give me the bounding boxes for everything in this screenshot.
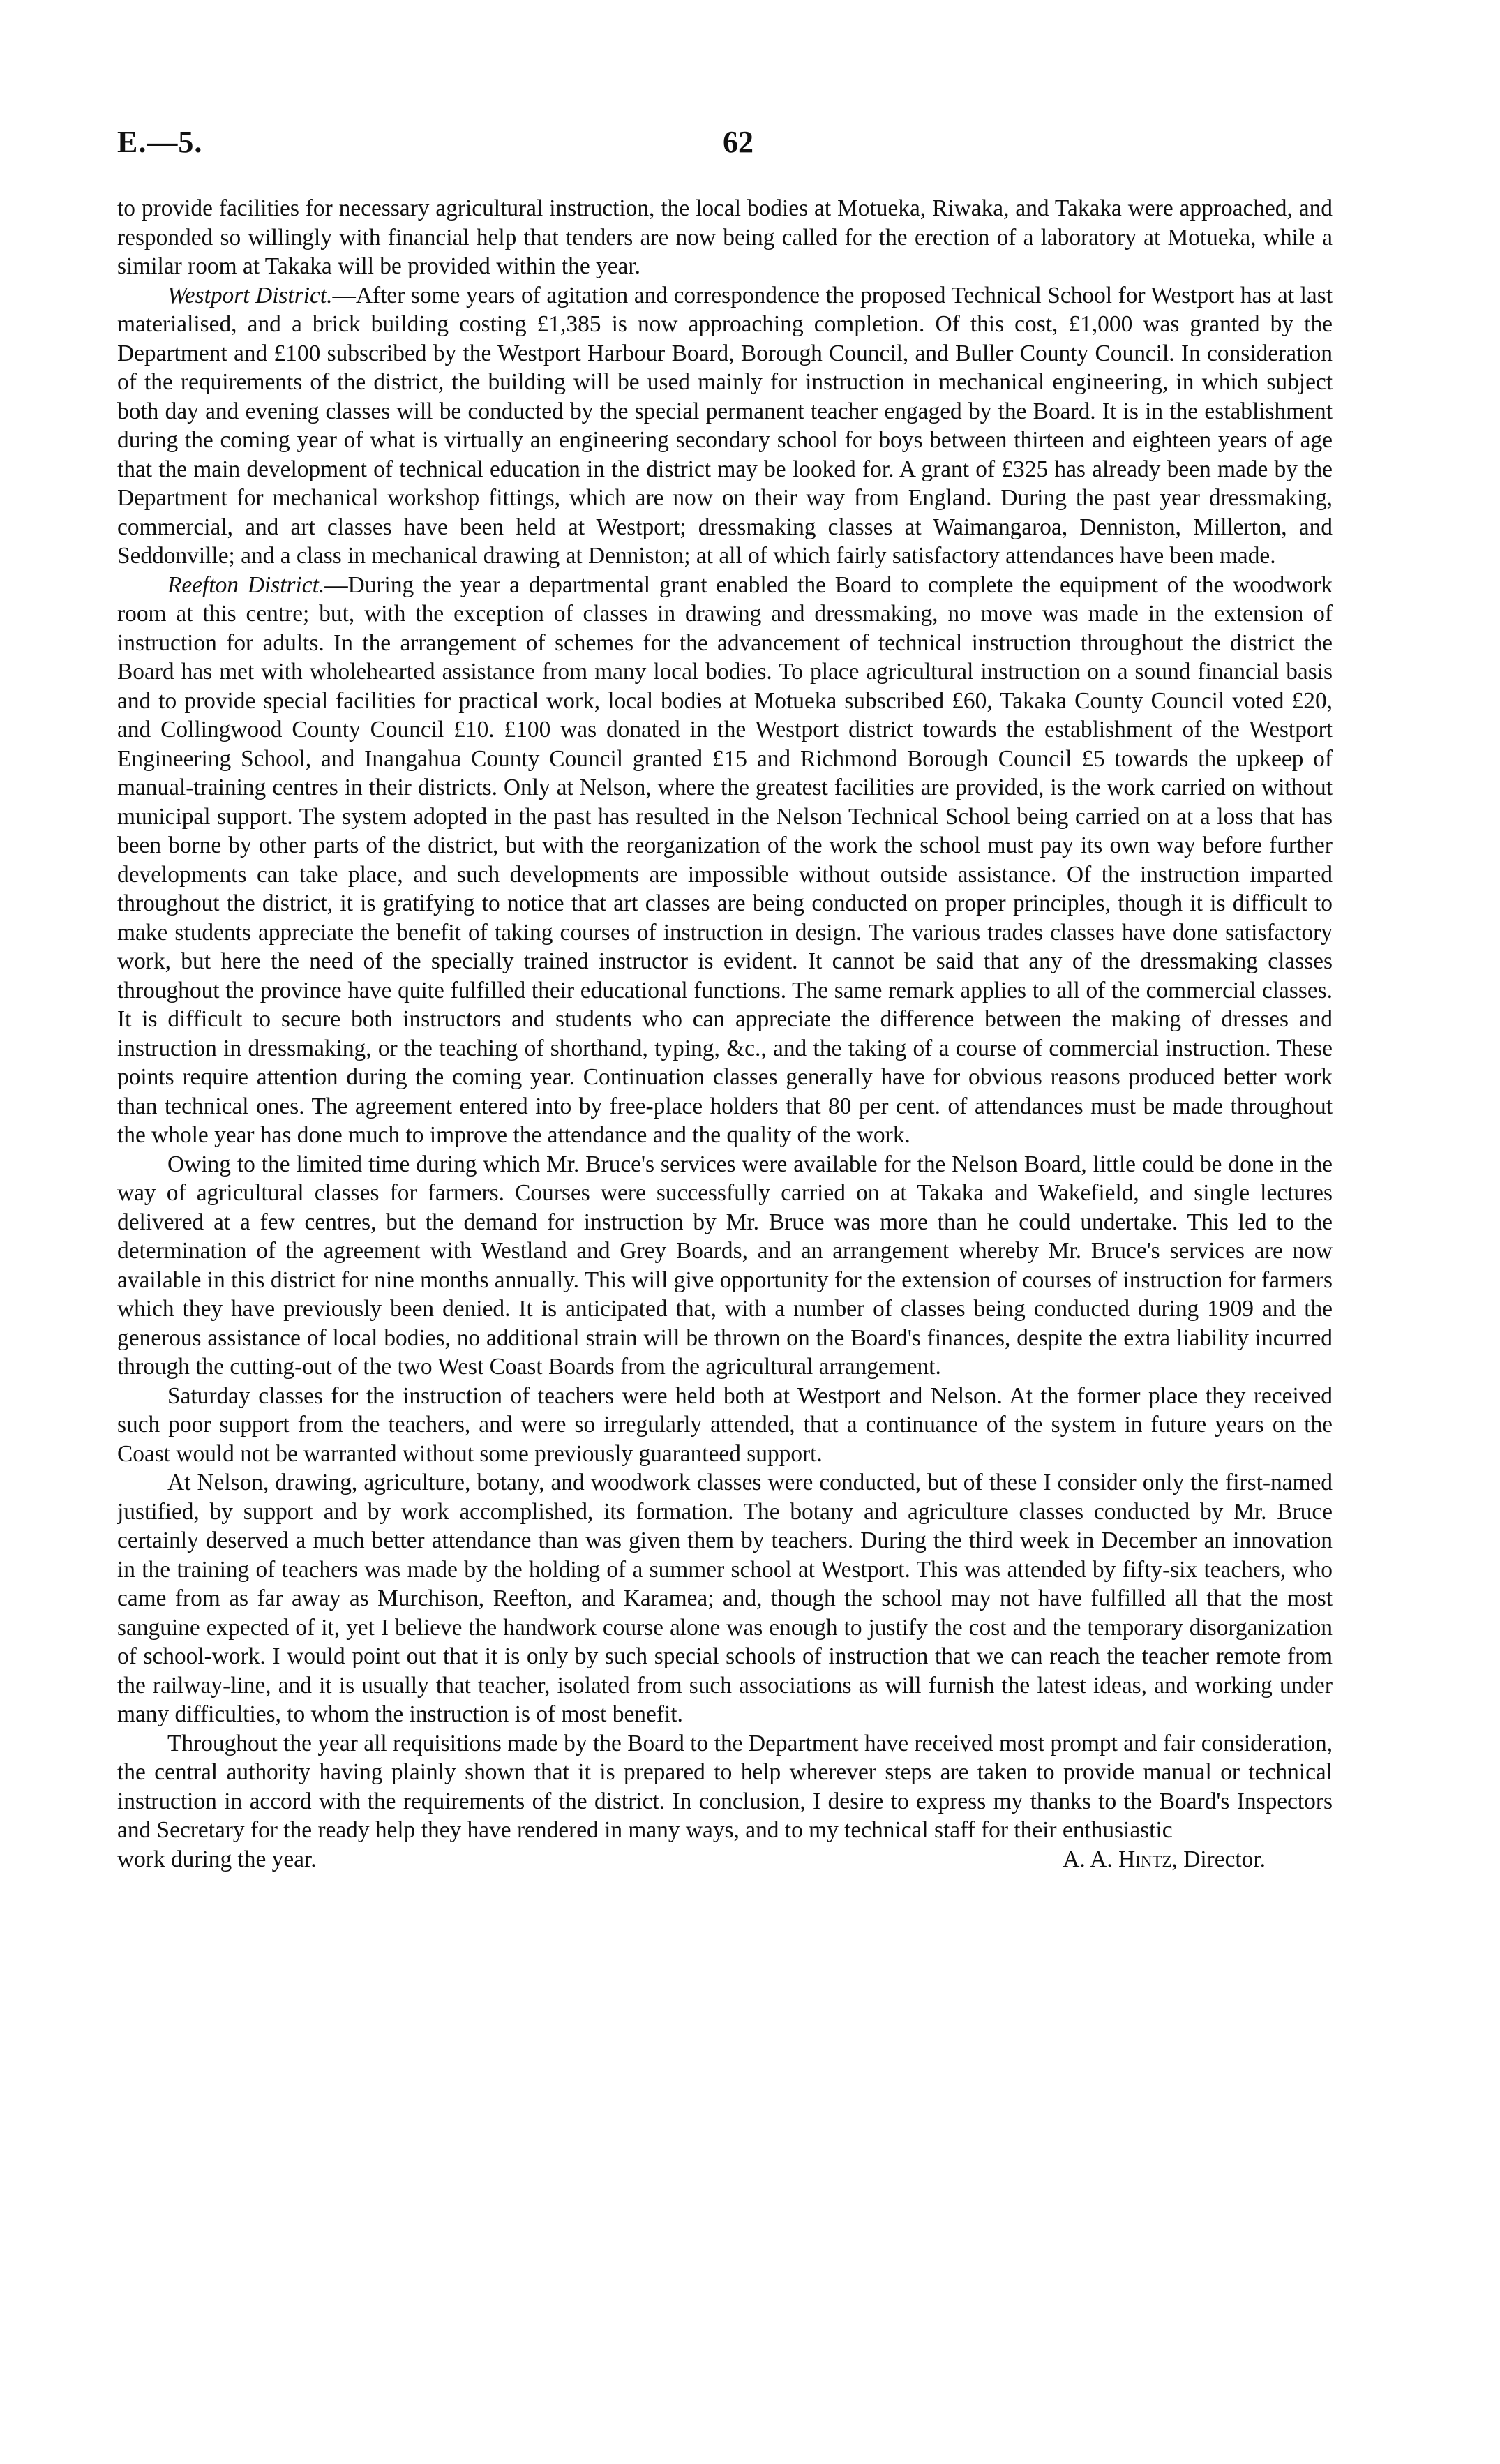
signature-name: Hintz [1118, 1846, 1172, 1872]
paragraph-text: —After some years of agitation and correspondence the proposed Technical School for Westport has at last materialised, and a brick building costing £1,385 is now approaching completion. Of this cost, £1,000 was granted by the Department and £100 subscribed by the Westport Harbour Board, Borough Council, and Buller County Council. In consideration of the requirements of the district, the building will be used mainly for instruction in mechanical engineering, in which subject both day and evening classes will be conducted by the special permanent teacher engaged by the Board. It is in the establishment during the coming year of what is virtually an engineering secondary school for boys between thirteen and eighteen years of age that the main development of technical education in the district may be looked for. A grant of £325 has already been made by the Department for mechanical workshop fittings, which are now on their way from England. During the past year dressmaking, commercial, and art classes have been held at Westport; dressmaking classes at Waimangaroa, Denniston, Millerton, and Seddonville; and a class in mechanical drawing at Denniston; at all of which fairly satisfactory attendances have been made. [117, 282, 1333, 569]
paragraph [117, 1382, 1333, 1469]
closing-line: work during the year. [117, 1846, 317, 1872]
paragraph-lead: Westport District. [167, 282, 333, 308]
paragraph-text: —During the year a departmental grant enabled the Board to complete the equipment of the woodwork room at this centre; but, with the exception of classes in drawing and dressmaking, no move was made in the extension of instruction for adults. In the arrangement of schemes for the advancement of technical instruction throughout the district the Board has met with wholehearted assistance from many local bodies. To place agricultural instruction on a sound financial basis and to provide special facilities for practical work, local bodies at Motueka subscribed £60, Takaka County Council voted £20, and Collingwood County Council £10. £100 was donated in the Westport district towards the establishment of the Westport Engineering School, and Inangahua County Council granted £15 and Richmond Borough Council £5 towards the upkeep of manual-training centres in their districts. Only at Nelson, where the greatest facilities are provided, is the work carried on without municipal support. The system adopted in the past has resulted in the Nelson Technical School being carried on at a loss that has been borne by other parts of the district, but with the reorganization of the work the school must pay its own way before further developments can take place, and such developments are impossible without outside assistance. Of the instruction imparted throughout the district, it is gratifying to notice that art classes are being conducted on proper principles, though it is difficult to make students appreciate the benefit of taking courses of instruction in design. The various trades classes have done satisfactory work, but here the need of the specially trained instructor is evident. It cannot be said that any of the dressmaking classes throughout the province have quite fulfilled their educational functions. The same remark applies to all of the commercial classes. It is difficult to secure both instructors and students who can appreciate the difference between the making of dresses and instruction in dressmaking, or the teaching of shorthand, typing, &c., and the taking of a course of commercial instruction. These points require attention during the coming year. Continuation classes generally have for obvious reasons produced better work than technical ones. The agreement entered into by free-place holders that 80 per cent. of attendances must be made throughout the whole year has done much to improve the attendance and the quality of the work. [117, 572, 1333, 1148]
paragraph-reefton [117, 571, 1333, 1150]
paragraph-text: to provide facilities for necessary agricultural instruction, the local bodies at Motueka, Riwaka, and Takaka were approached, and responded so willingly with financial help that tenders are now being called for the erection of a laboratory at Motueka, while a similar room at Takaka will be provided within the year. [117, 195, 1333, 279]
report-code: E.—5. [117, 125, 203, 159]
paragraph [117, 1150, 1333, 1382]
document-body [117, 194, 1333, 1874]
paragraph-text: Owing to the limited time during which Mr. Bruce's services were available for the Nelson Board, little could be done in the way of agricultural classes for farmers. Courses were successfully carried on at Takaka and Wakefield, and single lectures delivered at a few centres, but the demand for instruction by Mr. Bruce was more than he could undertake. This led to the determination of the agreement with Westland and Grey Boards, and an arrangement whereby Mr. Bruce's services are now available in this district for nine months annually. This will give opportunity for the extension of courses of instruction for farmers which they have previously been denied. It is anticipated that, with a number of classes being conducted during 1909 and the generous assistance of local bodies, no additional strain will be thrown on the Board's finances, despite the extra liability incurred through the cutting-out of the two West Coast Boards from the agricultural arrangement. [117, 1151, 1333, 1380]
paragraph [117, 1468, 1333, 1729]
page-header [117, 124, 1333, 173]
page-number: 62 [723, 125, 753, 159]
paragraph-text: Throughout the year all requisitions made by the Board to the Department have received most prompt and fair consideration, the central authority having plainly shown that it is prepared to help wherever steps are taken to provide manual or technical instruction in accord with the requirements of the district. In conclusion, I desire to express my thanks to the Board's Inspectors and Secretary for the ready help they have rendered in many ways, and to my technical staff for their enthusiastic [117, 1730, 1333, 1843]
signoff-line [117, 1845, 1333, 1874]
signature [1063, 1845, 1333, 1874]
signature-title: , Director. [1171, 1846, 1266, 1872]
paragraph-lead: Reefton District. [167, 572, 325, 598]
paragraph [117, 1729, 1333, 1845]
signature-initials: A. A. [1063, 1846, 1119, 1872]
paragraph-text: At Nelson, drawing, agriculture, botany, and woodwork classes were conducted, but of these I consider only the first-named justified, by support and by work accomplished, its formation. The botany and agriculture classes conducted by Mr. Bruce certainly deserved a much better attendance than was given them by teachers. During the third week in December an innovation in the training of teachers was made by the holding of a summer school at Westport. This was attended by fifty-six teachers, who came from as far away as Murchison, Reefton, and Karamea; and, though the school may not have fulfilled all that the most sanguine expected of it, yet I believe the handwork course alone was enough to justify the cost and the temporary disorganization of school-work. I would point out that it is only by such special schools of instruction that we can reach the teacher remote from the railway-line, and it is usually that teacher, isolated from such associations as will furnish the latest ideas, and working under many difficulties, to whom the instruction is of most benefit. [117, 1470, 1333, 1727]
paragraph-text: Saturday classes for the instruction of teachers were held both at Westport and Nelson. At the former place they received such poor support from the teachers, and were so irregularly attended, that a continuance of the system in future years on the Coast would not be warranted without some previously guaranteed support. [117, 1382, 1333, 1467]
paragraph [117, 194, 1333, 281]
paragraph-westport [117, 281, 1333, 571]
